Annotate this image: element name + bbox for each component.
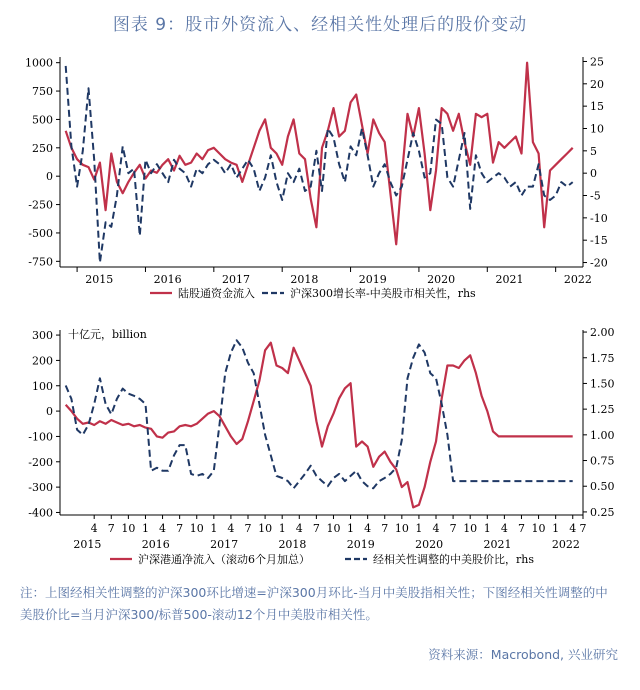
right-tick-label: 0.50	[590, 480, 615, 494]
right-tick-label: 0.75	[590, 454, 615, 468]
month-label: 4	[227, 522, 235, 535]
year-label: 2020	[427, 273, 456, 286]
month-label: 4	[569, 522, 577, 535]
year-label: 2018	[278, 538, 307, 551]
month-label: 10	[531, 522, 546, 535]
left-tick-label: -750	[28, 255, 53, 269]
year-label: 2019	[346, 538, 375, 551]
month-label: 7	[579, 522, 587, 535]
year-label: 2020	[415, 538, 444, 551]
month-label: 4	[364, 522, 372, 535]
right-tick-label: 0	[590, 167, 597, 181]
year-label: 2018	[290, 273, 319, 286]
month-label: 4	[90, 522, 98, 535]
left-tick-label: -200	[28, 455, 53, 469]
right-tick-label: 15	[590, 100, 604, 114]
right-tick-label: 1.75	[590, 351, 615, 365]
month-label: 7	[107, 522, 115, 535]
right-tick-label: 1.25	[590, 403, 615, 417]
left-tick-label: -250	[28, 198, 53, 212]
left-tick-label: -500	[28, 226, 53, 240]
legend-label-1: 沪深港通净流入（滚动6个月加总）	[138, 553, 310, 566]
right-tick-label: 25	[590, 55, 604, 69]
page-title: 图表 9：股市外资流入、经相关性处理后的股价变动	[112, 15, 528, 35]
series-line-right	[66, 66, 573, 263]
month-label: 10	[258, 522, 273, 535]
right-tick-label: 20	[590, 77, 604, 91]
month-label: 1	[210, 522, 218, 535]
right-tick-label: 1.50	[590, 377, 615, 391]
left-tick-label: 300	[32, 329, 53, 343]
month-label: 10	[463, 522, 478, 535]
right-tick-label: 1.00	[590, 428, 615, 442]
year-label: 2021	[495, 273, 524, 286]
month-label: 10	[189, 522, 204, 535]
month-label: 7	[176, 522, 184, 535]
source-credit: 资料来源：Macrobond, 兴业研究	[428, 647, 618, 662]
month-label: 7	[381, 522, 389, 535]
month-label: 7	[517, 522, 525, 535]
right-tick-label: -15	[590, 234, 608, 248]
right-tick-label: -20	[590, 256, 608, 270]
legend-label-1: 陆股通资金流入	[178, 287, 255, 300]
left-tick-label: 250	[32, 141, 53, 155]
left-tick-label: 100	[32, 379, 53, 393]
year-label: 2015	[85, 273, 114, 286]
legend-label-2: 沪深300增长率-中美股市相关性，rhs	[290, 287, 476, 300]
month-label: 7	[449, 522, 457, 535]
month-label: 7	[244, 522, 252, 535]
chart-top	[0, 45, 640, 305]
left-tick-label: -400	[28, 506, 53, 520]
month-label: 10	[394, 522, 409, 535]
month-label: 1	[552, 522, 560, 535]
left-tick-label: -300	[28, 481, 53, 495]
year-label: 2016	[153, 273, 182, 286]
month-label: 1	[141, 522, 149, 535]
year-label: 2019	[358, 273, 387, 286]
year-label: 2022	[551, 538, 580, 551]
month-label: 10	[121, 522, 136, 535]
month-label: 1	[483, 522, 491, 535]
right-tick-label: 10	[590, 122, 604, 136]
month-label: 1	[347, 522, 355, 535]
chart-note: 注：上图经相关性调整的沪深300环比增速=沪深300月环比-当月中美股指相关性；下图经相关性调整的中美股价比=当月沪深300/标普500-滚动12个月中美股市相关性。	[20, 585, 608, 622]
right-tick-label: 5	[590, 144, 597, 158]
series-line-right	[66, 340, 573, 488]
year-label: 2022	[563, 273, 592, 286]
left-tick-label: -100	[28, 430, 53, 444]
left-tick-label: 200	[32, 354, 53, 368]
legend-label-2: 经相关性调整的中美股价比，rhs	[373, 553, 534, 566]
month-label: 4	[159, 522, 167, 535]
year-label: 2017	[222, 273, 251, 286]
left-tick-label: 0	[46, 405, 53, 419]
right-tick-label: 0.25	[590, 505, 615, 519]
left-tick-label: 500	[32, 113, 53, 127]
year-label: 2021	[483, 538, 512, 551]
month-label: 7	[312, 522, 320, 535]
left-tick-label: 750	[32, 85, 53, 99]
right-tick-label: -5	[590, 189, 601, 203]
unit-label: 十亿元，billion	[68, 328, 147, 341]
chart-bottom	[0, 310, 640, 575]
month-label: 4	[432, 522, 440, 535]
year-label: 2016	[141, 538, 170, 551]
month-label: 4	[500, 522, 508, 535]
series-line-left	[66, 343, 573, 508]
month-label: 1	[415, 522, 423, 535]
month-label: 4	[295, 522, 303, 535]
left-tick-label: 1000	[25, 56, 53, 70]
month-label: 1	[278, 522, 286, 535]
left-tick-label: 0	[46, 170, 53, 184]
year-label: 2017	[210, 538, 239, 551]
year-label: 2015	[73, 538, 102, 551]
right-tick-label: -10	[590, 211, 608, 225]
right-tick-label: 2.00	[590, 326, 615, 340]
month-label: 10	[326, 522, 341, 535]
